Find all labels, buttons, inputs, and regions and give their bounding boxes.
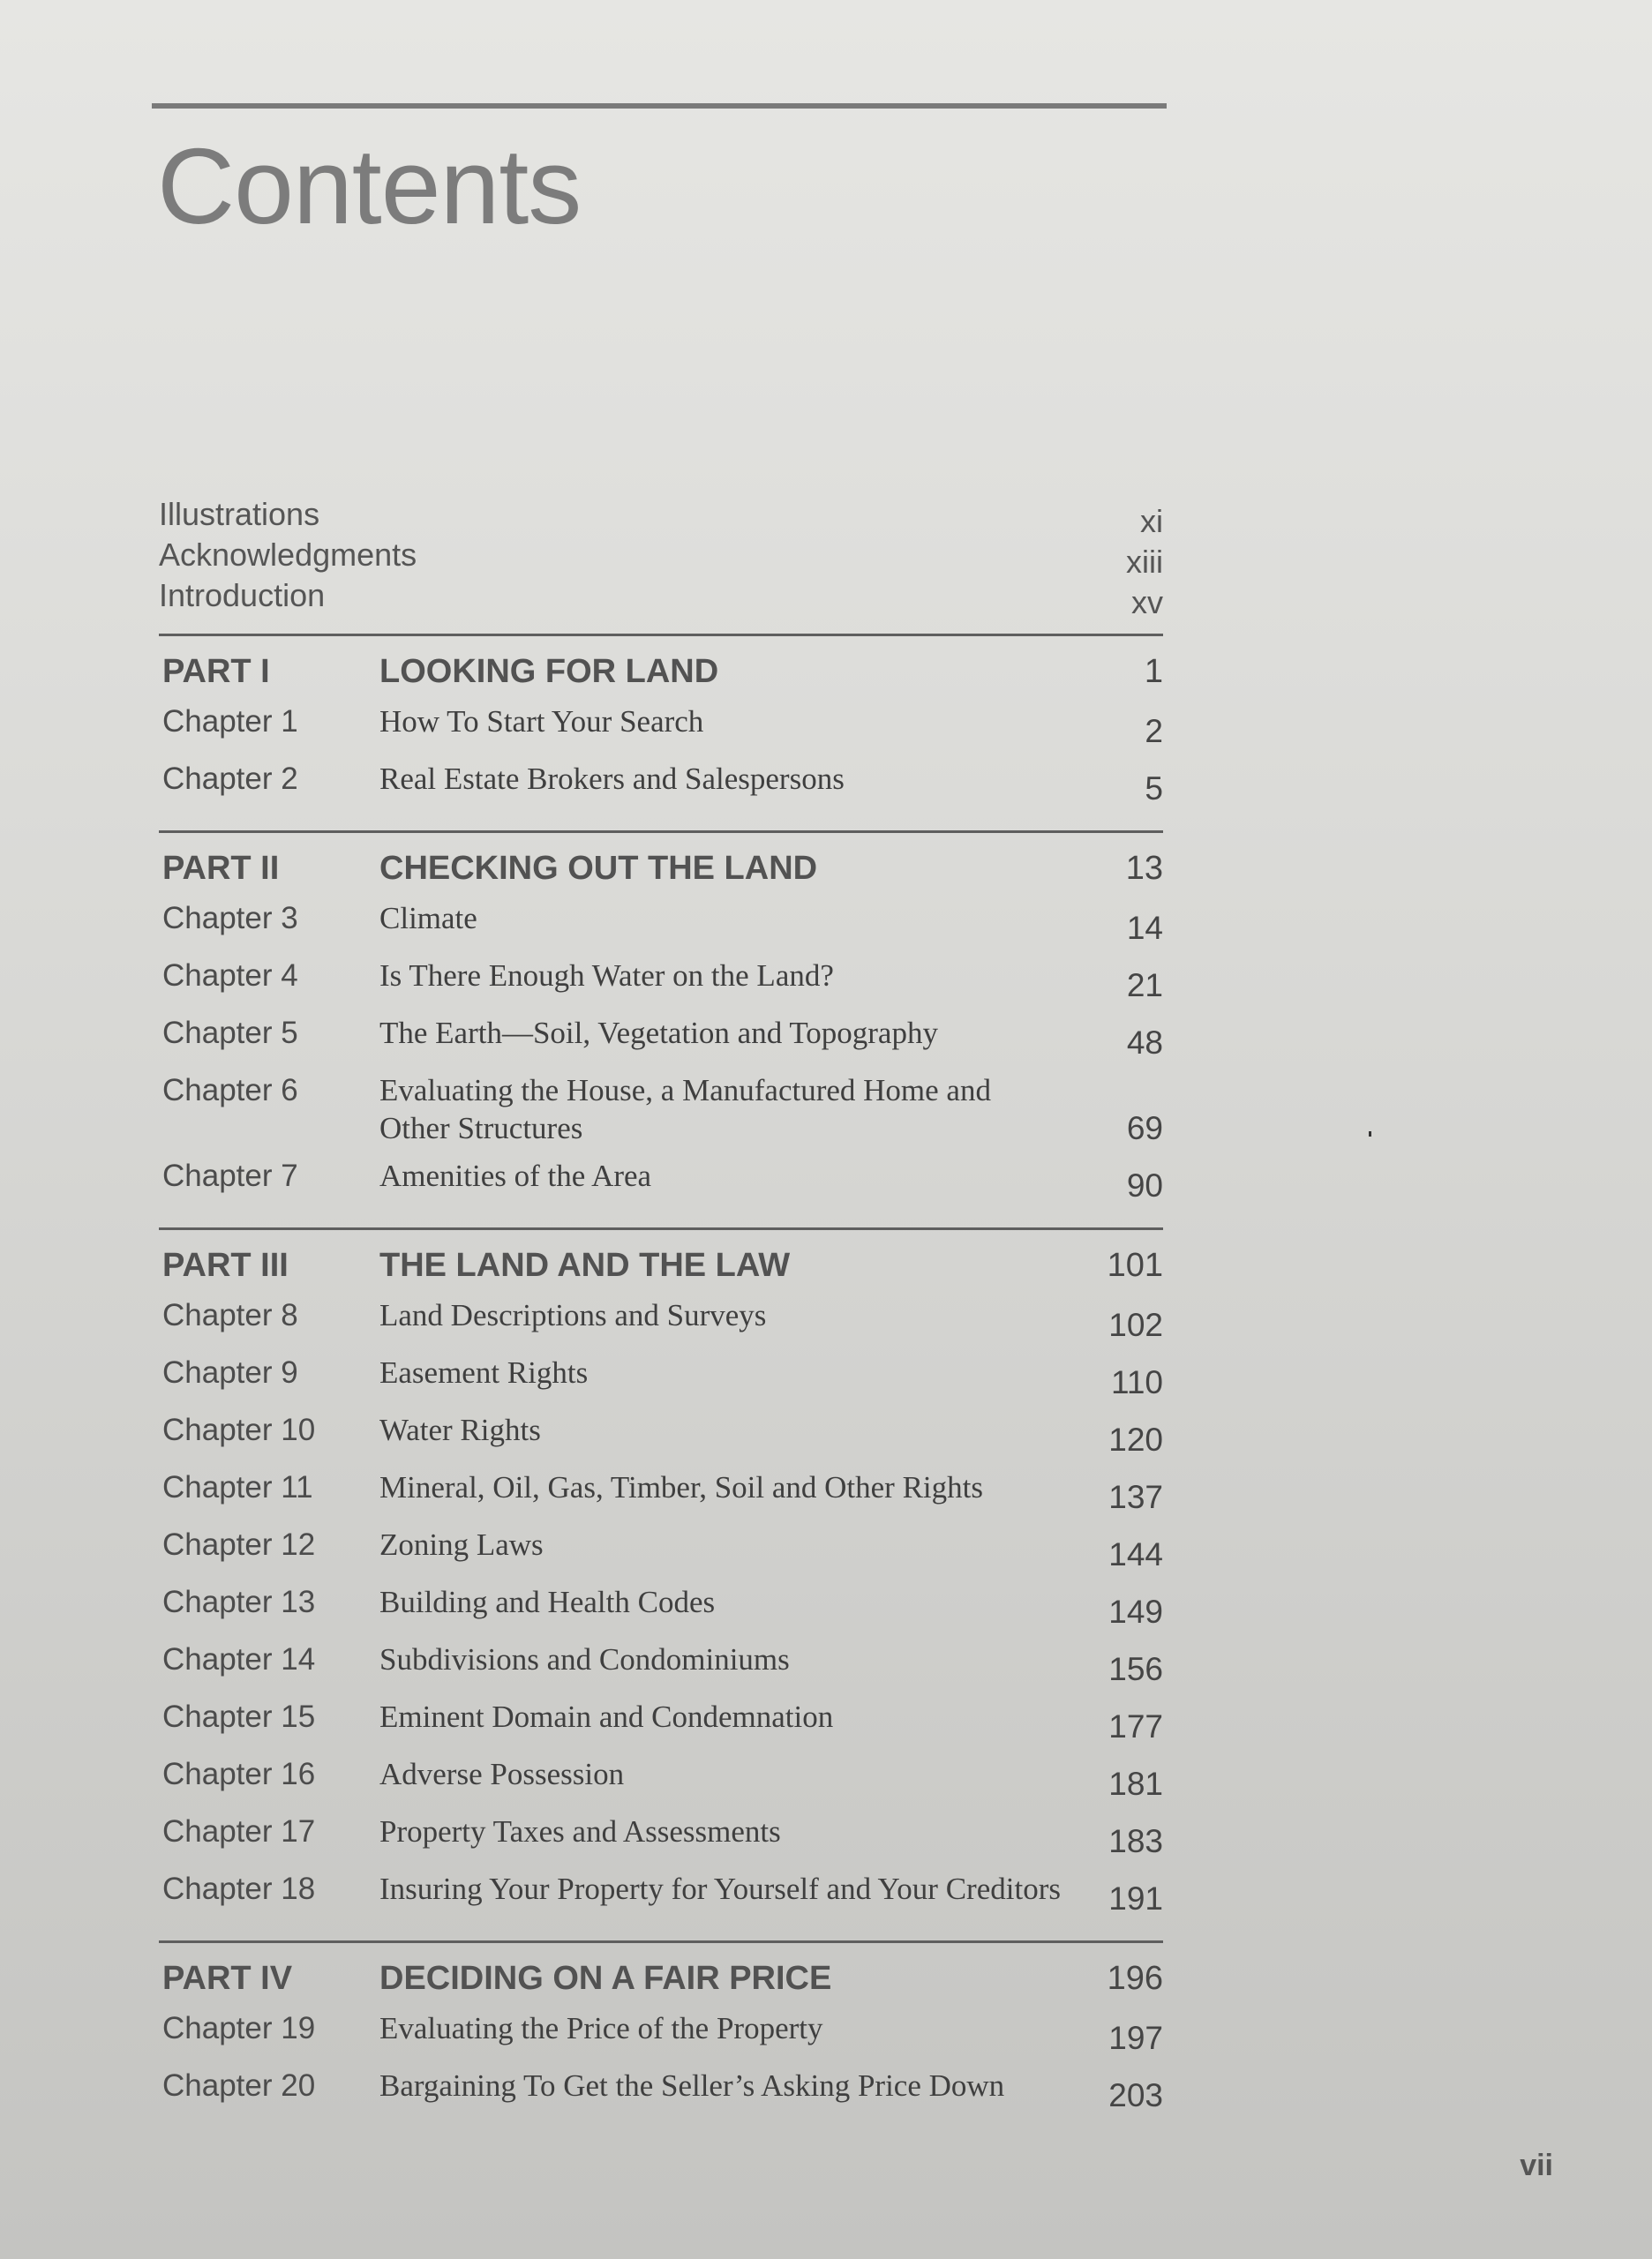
chapter-label: Chapter 4 [162,958,298,993]
chapter-label: Chapter 5 [162,1016,298,1050]
front-matter-page: xi [1140,503,1163,539]
chapter-row [159,1407,1163,1464]
chapter-row [159,1152,1163,1210]
front-matter-page: xiii [1126,544,1163,580]
chapter-title: Adverse Possession [379,1757,625,1791]
chapter-label: Chapter 6 [162,1073,298,1107]
part-section [159,830,1163,1210]
chapter-row [159,2005,1163,2062]
chapter-label: Chapter 19 [162,2011,316,2045]
chapter-title: How To Start Your Search [379,704,704,739]
chapter-page: 181 [1108,1766,1163,1802]
chapter-page: 48 [1126,1024,1163,1061]
part-heading [159,1239,1163,1292]
chapter-title: Amenities of the Area [379,1159,652,1193]
chapter-page: 191 [1108,1880,1163,1917]
chapter-title: Insuring Your Property for Yourself and Your Creditors [379,1872,1061,1906]
chapter-title: Building and Health Codes [379,1585,716,1619]
part-section [159,1940,1163,2120]
part-heading [159,842,1163,895]
chapter-label: Chapter 10 [162,1413,316,1447]
chapter-label: Chapter 12 [162,1527,316,1562]
chapter-row [159,895,1163,952]
chapter-label: Chapter 9 [162,1355,298,1390]
dust-speck [1369,1131,1371,1137]
chapter-page: 21 [1126,967,1163,1003]
chapter-row [159,755,1163,813]
parts-list [159,634,1163,2120]
chapter-title: Climate [379,901,477,935]
chapter-row [159,1693,1163,1751]
part-section [159,634,1163,813]
chapter-row [159,2062,1163,2120]
part-page: 101 [1107,1247,1163,1284]
part-title: DECIDING ON A FAIR PRICE [379,1960,832,1997]
chapter-title: Evaluating the House, a Manufactured Home and Other Structures [379,1073,991,1145]
part-label: PART III [162,1247,289,1284]
chapter-row [159,1751,1163,1808]
part-label: PART IV [162,1960,293,1997]
table-of-contents [159,494,1163,2120]
part-title: CHECKING OUT THE LAND [379,850,818,887]
part-page: 13 [1125,850,1163,887]
chapter-label: Chapter 16 [162,1757,316,1791]
top-rule [152,103,1167,109]
chapter-row [159,1808,1163,1865]
front-matter-item [159,575,1163,620]
chapter-row [159,1009,1163,1067]
chapter-page: 156 [1108,1651,1163,1687]
chapter-page: 69 [1126,1110,1163,1146]
chapter-label: Chapter 18 [162,1872,316,1906]
chapter-page: 203 [1108,2077,1163,2113]
chapter-label: Chapter 17 [162,1814,316,1849]
front-matter-label: Introduction [159,577,326,613]
chapter-label: Chapter 1 [162,704,298,739]
chapter-title: Bargaining To Get the Seller’s Asking Price Down [379,2068,1005,2103]
part-section [159,1227,1163,1923]
part-heading [159,1952,1163,2005]
chapter-row [159,1865,1163,1923]
chapter-row [159,1292,1163,1349]
chapter-page: 5 [1145,770,1163,807]
chapter-label: Chapter 14 [162,1642,316,1677]
chapter-title: Easement Rights [379,1355,589,1390]
chapter-title: Property Taxes and Assessments [379,1814,781,1849]
chapter-page: 120 [1108,1422,1163,1458]
chapter-label: Chapter 11 [162,1470,313,1505]
part-heading [159,645,1163,698]
chapter-title: Zoning Laws [379,1527,544,1562]
chapter-row [159,1464,1163,1521]
chapter-title: Mineral, Oil, Gas, Timber, Soil and Other Rights [379,1470,984,1505]
chapter-row [159,1579,1163,1636]
front-matter-item [159,535,1163,580]
chapter-page: 102 [1108,1307,1163,1343]
chapter-title: Land Descriptions and Surveys [379,1298,767,1332]
page-title: Contents [157,126,582,246]
chapter-page: 177 [1108,1708,1163,1745]
part-label: PART II [162,850,280,887]
chapter-row [159,1636,1163,1693]
front-matter-page: xv [1131,584,1163,620]
chapter-title: Water Rights [379,1413,541,1447]
part-label: PART I [162,653,270,690]
front-matter-item [159,494,1163,539]
chapter-row [159,1349,1163,1407]
chapter-title: Is There Enough Water on the Land? [379,958,834,993]
chapter-page: 2 [1145,713,1163,749]
front-matter-label: Illustrations [159,496,320,532]
part-page: 196 [1107,1960,1163,1997]
chapter-page: 149 [1108,1594,1163,1630]
chapter-title: Subdivisions and Condominiums [379,1642,790,1677]
chapter-row [159,1067,1163,1152]
chapter-page: 14 [1126,910,1163,946]
chapter-label: Chapter 2 [162,762,298,796]
chapter-page: 144 [1108,1536,1163,1572]
chapter-label: Chapter 7 [162,1159,298,1193]
chapter-label: Chapter 15 [162,1700,316,1734]
chapter-page: 110 [1111,1364,1163,1400]
chapter-label: Chapter 13 [162,1585,316,1619]
chapter-title: Real Estate Brokers and Salespersons [379,762,845,796]
chapter-title: The Earth—Soil, Vegetation and Topography [379,1016,938,1050]
chapter-title: Eminent Domain and Condemnation [379,1700,834,1734]
chapter-label: Chapter 20 [162,2068,316,2103]
chapter-page: 90 [1126,1167,1163,1204]
chapter-label: Chapter 8 [162,1298,298,1332]
page-number: vii [1520,2149,1553,2182]
chapter-row [159,952,1163,1009]
part-title: LOOKING FOR LAND [379,653,719,690]
chapter-page: 137 [1108,1479,1163,1515]
chapter-label: Chapter 3 [162,901,298,935]
chapter-page: 197 [1108,2020,1163,2056]
front-matter-label: Acknowledgments [159,537,417,573]
part-title: THE LAND AND THE LAW [379,1247,791,1284]
chapter-title: Evaluating the Price of the Property [379,2011,823,2045]
chapter-row [159,1521,1163,1579]
front-matter-list [159,494,1163,620]
chapter-row [159,698,1163,755]
part-page: 1 [1144,653,1163,690]
chapter-page: 183 [1108,1823,1163,1859]
